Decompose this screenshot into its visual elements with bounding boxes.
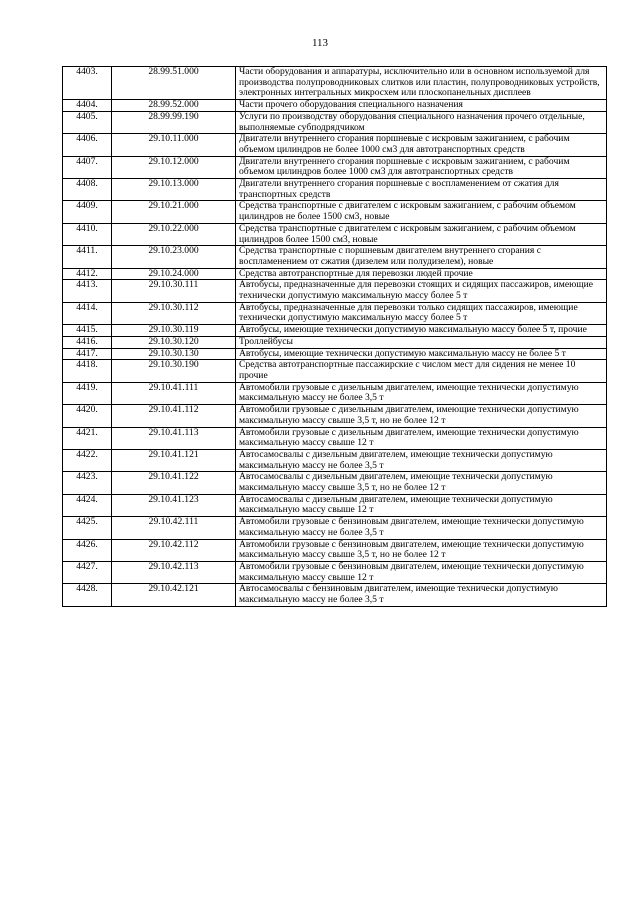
row-code: 29.10.30.130 [112,348,236,360]
row-description: Двигатели внутреннего сгорания поршневые с искровым зажиганием, с рабочим объемом цилиндров не более 1000 см3 для автотранспортных средств [236,134,607,156]
row-number: 4416. [63,336,112,348]
row-code: 29.10.41.121 [112,449,236,471]
table-row [63,360,607,382]
row-number: 4418. [63,360,112,382]
row-description: Автосамосвалы с дизельным двигателем, имеющие технически допустимую максимальную массу свыше 3,5 т, но не более 12 т [236,472,607,494]
row-description: Автомобили грузовые с дизельным двигателем, имеющие технически допустимую максимальную массу свыше 12 т [236,427,607,449]
row-code: 29.10.30.120 [112,336,236,348]
table-row [63,179,607,201]
row-number: 4403. [63,67,112,100]
table-row [63,325,607,337]
row-description: Автомобили грузовые с дизельным двигателем, имеющие технически допустимую максимальную массу свыше 3,5 т, но не более 12 т [236,405,607,427]
row-code: 28.99.52.000 [112,100,236,112]
table-row [63,268,607,280]
row-description: Средства транспортные с двигателем с искровым зажиганием, с рабочим объемом цилиндров более 1500 см3, новые [236,223,607,245]
row-number: 4404. [63,100,112,112]
row-description: Части оборудования и аппаратуры, исключительно или в основном используемой для производства полупроводниковых слитков или пластин, полупроводниковых устройств, электронных интегральных микросхем или плоскопанельных дисплеев [236,67,607,100]
table-row [63,539,607,561]
row-number: 4424. [63,494,112,516]
row-code: 29.10.41.113 [112,427,236,449]
row-code: 29.10.24.000 [112,268,236,280]
row-number: 4406. [63,134,112,156]
table-row [63,302,607,324]
row-number: 4427. [63,561,112,583]
row-description: Троллейбусы [236,336,607,348]
row-code: 29.10.42.112 [112,539,236,561]
row-number: 4412. [63,268,112,280]
row-code: 29.10.12.000 [112,156,236,178]
table-row [63,201,607,223]
row-number: 4426. [63,539,112,561]
row-description: Средства автотранспортные для перевозки людей прочие [236,268,607,280]
row-code: 29.10.42.111 [112,517,236,539]
table-row [63,584,607,606]
table-row [63,472,607,494]
row-code: 29.10.21.000 [112,201,236,223]
row-description: Автомобили грузовые с дизельным двигателем, имеющие технически допустимую максимальную массу не более 3,5 т [236,382,607,404]
table-row [63,111,607,133]
table-row [63,449,607,471]
row-code: 29.10.13.000 [112,179,236,201]
table-row [63,280,607,302]
row-description: Автомобили грузовые с бензиновым двигателем, имеющие технически допустимую максимальную массу не более 3,5 т [236,517,607,539]
table-row [63,348,607,360]
row-number: 4417. [63,348,112,360]
row-code: 29.10.23.000 [112,246,236,268]
row-number: 4415. [63,325,112,337]
row-description: Автомобили грузовые с бензиновым двигателем, имеющие технически допустимую максимальную массу свыше 12 т [236,561,607,583]
table-row [63,427,607,449]
table-row [63,156,607,178]
row-description: Услуги по производству оборудования специального назначения прочего отдельные, выполняемые субподрядчиком [236,111,607,133]
row-code: 29.10.30.111 [112,280,236,302]
row-description: Автомобили грузовые с бензиновым двигателем, имеющие технически допустимую максимальную массу свыше 3,5 т, но не более 12 т [236,539,607,561]
row-description: Средства автотранспортные пассажирские с числом мест для сидения не менее 10 прочие [236,360,607,382]
row-description: Части прочего оборудования специального назначения [236,100,607,112]
row-number: 4410. [63,223,112,245]
row-number: 4425. [63,517,112,539]
row-description: Автобусы, имеющие технически допустимую максимальную массу не более 5 т [236,348,607,360]
row-description: Автобусы, имеющие технически допустимую максимальную массу более 5 т, прочие [236,325,607,337]
row-code: 29.10.30.190 [112,360,236,382]
row-number: 4423. [63,472,112,494]
row-description: Двигатели внутреннего сгорания поршневые с искровым зажиганием, с рабочим объемом цилиндров более 1000 см3 для автотранспортных средств [236,156,607,178]
row-number: 4422. [63,449,112,471]
row-description: Автобусы, предназначенные для перевозки только сидящих пассажиров, имеющие технически допустимую максимальную массу более 5 т [236,302,607,324]
row-number: 4408. [63,179,112,201]
table-row [63,100,607,112]
row-code: 29.10.42.113 [112,561,236,583]
table-row [63,382,607,404]
row-code: 29.10.42.121 [112,584,236,606]
row-number: 4411. [63,246,112,268]
row-code: 29.10.41.111 [112,382,236,404]
row-number: 4419. [63,382,112,404]
table-row [63,223,607,245]
row-code: 29.10.30.119 [112,325,236,337]
row-description: Автобусы, предназначенные для перевозки стоящих и сидящих пассажиров, имеющие технически допустимую максимальную массу более 5 т [236,280,607,302]
table-row [63,494,607,516]
row-number: 4420. [63,405,112,427]
row-number: 4409. [63,201,112,223]
table-row [63,561,607,583]
row-number: 4421. [63,427,112,449]
table-row [63,67,607,100]
row-code: 29.10.11.000 [112,134,236,156]
row-code: 28.99.99.190 [112,111,236,133]
row-code: 29.10.41.123 [112,494,236,516]
row-description: Двигатели внутреннего сгорания поршневые с воспламенением от сжатия для транспортных средств [236,179,607,201]
table-row [63,134,607,156]
row-number: 4413. [63,280,112,302]
codes-table-body [63,67,607,607]
row-number: 4414. [63,302,112,324]
row-code: 29.10.22.000 [112,223,236,245]
row-description: Автосамосвалы с дизельным двигателем, имеющие технически допустимую максимальную массу не более 3,5 т [236,449,607,471]
table-row [63,405,607,427]
codes-table [62,66,607,607]
row-number: 4428. [63,584,112,606]
row-number: 4407. [63,156,112,178]
row-number: 4405. [63,111,112,133]
row-code: 29.10.41.122 [112,472,236,494]
page-number: 113 [311,37,329,49]
table-row [63,517,607,539]
row-code: 29.10.41.112 [112,405,236,427]
row-code: 28.99.51.000 [112,67,236,100]
row-code: 29.10.30.112 [112,302,236,324]
table-row [63,246,607,268]
row-description: Средства транспортные с двигателем с искровым зажиганием, с рабочим объемом цилиндров не более 1500 см3, новые [236,201,607,223]
table-row [63,336,607,348]
row-description: Автосамосвалы с бензиновым двигателем, имеющие технически допустимую максимальную массу не более 3,5 т [236,584,607,606]
row-description: Средства транспортные с поршневым двигателем внутреннего сгорания с воспламенением от сжатия (дизелем или полудизелем), новые [236,246,607,268]
row-description: Автосамосвалы с дизельным двигателем, имеющие технически допустимую максимальную массу свыше 12 т [236,494,607,516]
